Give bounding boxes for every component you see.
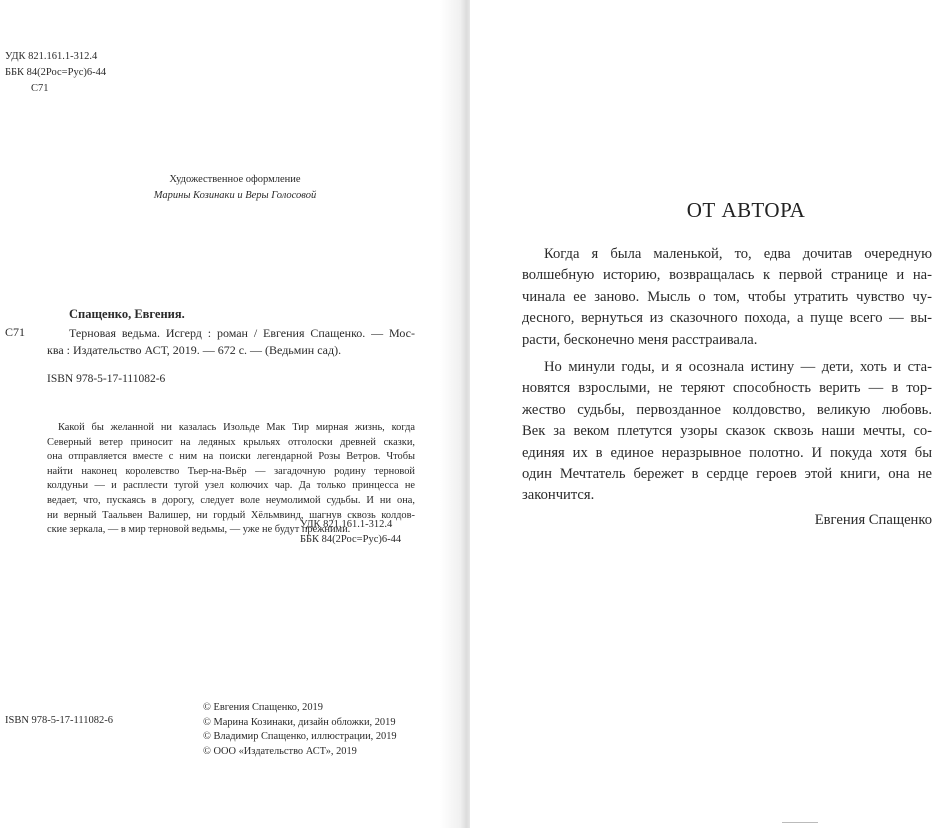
copyrights (203, 701, 397, 759)
text-line: чинала ее заново. Мысль о том, чтобы утратить чувство чу- (522, 288, 932, 305)
abstract-line: Северный ветер приносит на ледяных крыльях отголоски древней сказки, (47, 436, 415, 448)
abstract-line: она отправляется вместе с ним на поиски легендарной Розы Ветров. Чтобы (47, 451, 415, 463)
classification-bottom (300, 517, 401, 547)
classification-top (5, 49, 106, 97)
abstract-line: колдуньи — и расплести тугой узел колючих чар. Да только принцесса не (47, 480, 415, 492)
credit-names: Марины Козинаки и Веры Голосовой (153, 190, 317, 201)
text-line: закончится. (522, 487, 595, 504)
page-edge-mark (782, 822, 818, 823)
copyright-line: © ООО «Издательство АСТ», 2019 (203, 745, 357, 757)
abstract-line: Какой бы желанной ни казалась Изольде Мак Тир мирная жизнь, когда (58, 422, 415, 433)
imprint-page (0, 0, 462, 828)
paragraph-2 (522, 357, 932, 507)
bbk-code: ББК 84(2Рос=Рус)6-44 (5, 67, 107, 78)
text-line: Когда я была маленькой, то, едва дочитав очередную (544, 246, 932, 262)
text-line: десного, вернуться из сказочного похода, а пуще всего — вы- (522, 310, 932, 327)
udk-code: УДК 821.161.1-312.4 (5, 51, 98, 62)
bib-line: Терновая ведьма. Исгерд : роман / Евгения Спащенко. — Мос- (69, 326, 415, 340)
abstract-line: ведает, что, пускаясь в дорогу, следует воле неумолимой судьбы. И ни она, (47, 494, 415, 506)
bib-line: ква : Издательство АСТ, 2019. — 672 с. — (Ведьмин сад). (47, 343, 342, 357)
signature: Евгения Спащенко (814, 512, 932, 528)
text-line: единяя их в единое неразрывное полотно. И покуда хотя бы (522, 444, 932, 461)
isbn-bottom: ISBN 978-5-17-111082-6 (5, 715, 114, 726)
design-credit (0, 172, 470, 204)
text-line: волшебную историю, возвращалась к первой странице и на- (522, 267, 932, 284)
text-line: расти, бесконечно меня расстраивала. (522, 331, 758, 348)
copyright-line: © Евгения Спащенко, 2019 (203, 702, 323, 713)
page-title: ОТ АВТОРА (686, 198, 806, 222)
book-gutter (440, 0, 474, 828)
author-note-page (470, 0, 935, 828)
author-heading: Спащенко, Евгения. (69, 307, 185, 321)
udk-code: УДК 821.161.1-312.4 (300, 519, 393, 530)
text-line: Но минули годы, и я осознала истину — дети, хоть и ста- (544, 359, 932, 375)
text-line: жество судьбы, первозданное колдовство, великую любовь. (522, 401, 932, 418)
copyright-line: © Марина Козинаки, дизайн обложки, 2019 (203, 716, 396, 728)
isbn: ISBN 978-5-17-111082-6 (47, 373, 166, 385)
paragraph-1 (522, 244, 932, 351)
abstract-line: ские зеркала, — в мир терновой ведьмы, — уже не будут прежними. (47, 524, 351, 536)
text-line: новятся взрослыми, не теряют способность верить — в тор- (522, 380, 932, 397)
text-line: один Мечтатель бережет в сердце героев этой книги, она не (522, 466, 932, 483)
abstract-line: найти наконец королевство Тьер-на-Вьёр — загадочную родину терновой (47, 465, 415, 477)
bbk-code: ББК 84(2Рос=Рус)6-44 (300, 534, 402, 545)
author-mark: С71 (31, 83, 49, 94)
abstract-line: ни верный Таальвен Валишер, ни гордый Хёльмвинд, шагнув сквозь колдов- (47, 509, 415, 521)
call-number: С71 (5, 325, 26, 339)
text-line: Век за веком плетутся узоры сказок сквозь наши мечты, со- (522, 423, 932, 440)
copyright-line: © Владимир Спащенко, иллюстрации, 2019 (203, 731, 397, 743)
bib-record (47, 325, 415, 359)
credit-label: Художественное оформление (169, 174, 301, 185)
